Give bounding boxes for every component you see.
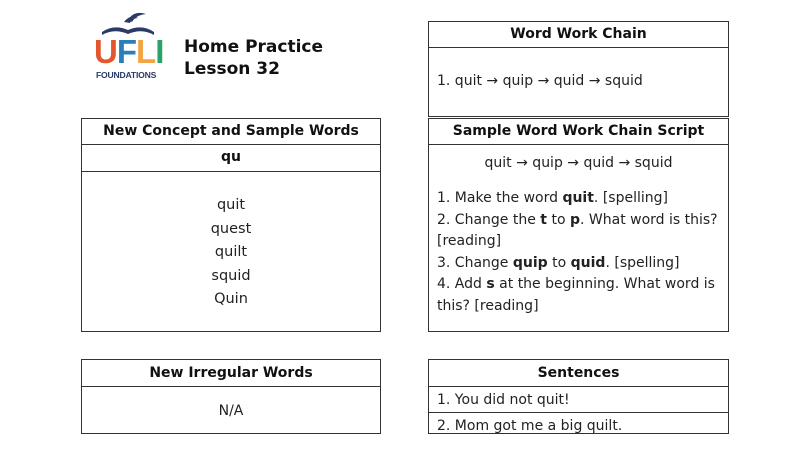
sample-word: quit: [216, 197, 246, 213]
sentence-1: 1. You did not quit!: [437, 392, 570, 408]
page-title: [184, 36, 323, 80]
sample-word: quilt: [214, 244, 248, 260]
logo-subtitle: FOUNDATIONS: [96, 70, 157, 80]
script-title: Sample Word Work Chain Script: [429, 119, 728, 145]
word-chain-box: [428, 21, 729, 117]
new-concept-box: [81, 118, 381, 332]
sample-words-list: [82, 172, 380, 312]
sample-word: squid: [211, 267, 251, 284]
sentences-title: Sentences: [429, 360, 728, 387]
sample-word: quest: [210, 220, 252, 237]
script-box: [428, 118, 729, 332]
sample-word: Quin: [214, 291, 248, 307]
script-step-2: 2. Change the t to p. What word is this? [reading]: [437, 211, 718, 249]
irregular-words-box: [81, 359, 381, 434]
irregular-words-value: N/A: [218, 403, 244, 419]
lesson-number: Lesson 32: [184, 59, 280, 79]
script-step-1: 1. Make the word quit. [spelling]: [437, 190, 668, 206]
sentence-2: 2. Mom got me a big quilt.: [429, 412, 728, 436]
script-chain: quit → quip → quid → squid: [484, 155, 673, 171]
new-concept-title: New Concept and Sample Words: [82, 119, 380, 145]
script-steps: [429, 171, 728, 317]
irregular-words-title: New Irregular Words: [82, 360, 380, 387]
script-step-4: 4. Add s at the beginning. What word is this? [reading]: [437, 276, 715, 314]
title-text: Home Practice: [184, 37, 324, 57]
concept-pattern: qu: [82, 145, 380, 172]
script-step-3: 3. Change quip to quid. [spelling]: [437, 254, 680, 271]
word-chain-text: 1. quit → quip → quid → squid: [437, 73, 643, 89]
ufli-logo: [94, 8, 166, 80]
logo-letters: UFLI: [94, 33, 164, 70]
sentences-box: [428, 359, 729, 434]
word-chain-title: Word Work Chain: [429, 22, 728, 48]
